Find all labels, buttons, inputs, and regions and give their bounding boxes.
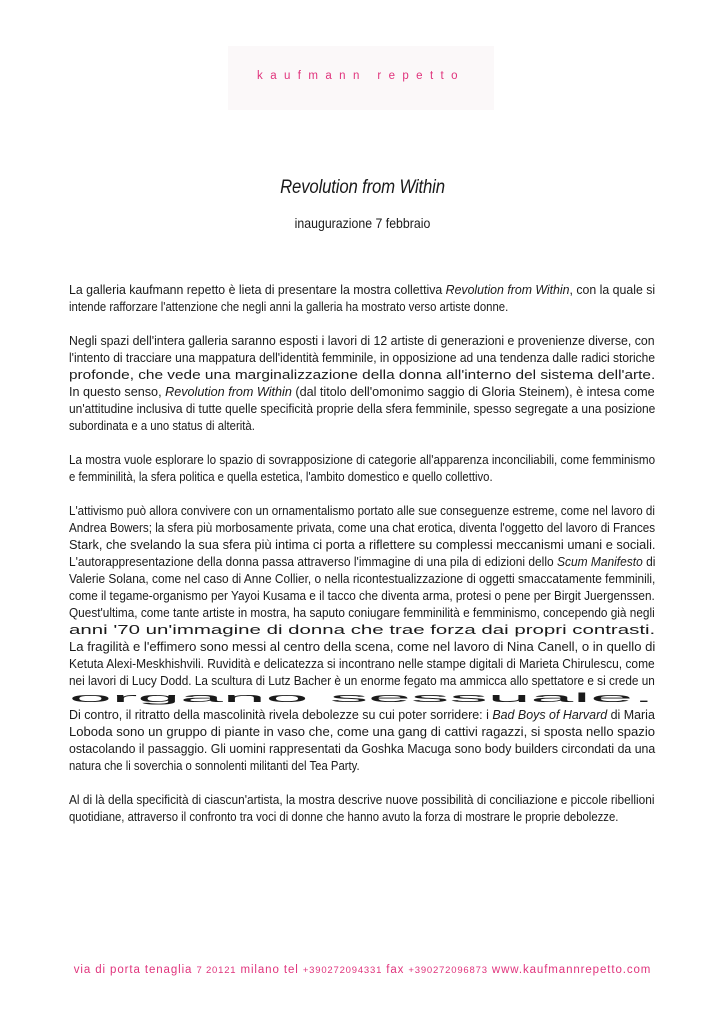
text-line: ostacolando il passaggio. Gli uomini rappresentati da Goshka Macuga sono body builders circondati da una <box>69 742 656 756</box>
italic-title: Revolution from Within <box>445 283 570 297</box>
text-line: natura che li soverchia o sonnolenti militanti del Tea Party. <box>69 759 360 773</box>
text-line: Di contro, il ritratto della mascolinità rivela debolezze su cui poter sorridere: i Bad Boys of Harvard di Maria <box>69 708 655 722</box>
footer-fax: +390272096873 <box>408 965 488 976</box>
footer-address-street: via di porta tenaglia <box>73 964 197 976</box>
footer-address-number: 7 20121 <box>196 965 237 976</box>
text-line: La fragilità e l'effimero sono messi al centro della scena, come nel lavoro di Nina Canell, o in quello di <box>69 640 656 654</box>
paragraph <box>69 503 655 775</box>
text-line: nei lavori di Lucy Dodd. La scultura di Lutz Bacher è un enorme fegato ma ammicca allo spettatore e si crede un <box>69 674 655 688</box>
text-line: un'attitudine inclusiva di tutte quelle specificità proprie della sfera femminile, spesso segregate a una posizione <box>69 402 656 416</box>
text-line: quotidiane, attraverso il confronto tra voci di donne che hanno avuto la forza di mostrare le proprie debolezze. <box>69 810 619 824</box>
text-line: Stark, che svelando la sua sfera più intima ci porta a riflettere su complessi meccanismi umani e sociali. <box>69 538 656 552</box>
paragraph <box>69 792 655 826</box>
exhibition-title: Revolution from Within <box>280 176 445 198</box>
text-line: intende rafforzare l'attenzione che negli anni la galleria ha mostrato verso artiste donne. <box>69 300 509 314</box>
text-line: La mostra vuole esplorare lo spazio di sovrapposizione di categorie all'apparenza inconciliabili, come femminismo <box>69 453 656 467</box>
text-line: Valerie Solana, come nel caso di Anne Collier, o nella ricontestualizzazione di oggetti smaccatamente femminili, <box>69 572 656 586</box>
text-line: L'autorappresentazione della donna passa attraverso l'immagine di una pila di edizioni dello Scum Manifesto di <box>69 555 656 569</box>
text-line: L'attivismo può allora convivere con un ornamentalismo portato alle sue conseguenze estreme, come nel lavoro di <box>69 504 655 518</box>
text-line: Negli spazi dell'intera galleria saranno esposti i lavori di 12 artiste di generazioni e provenienze diverse, con <box>69 334 655 348</box>
text-line: Al di là della specificità di ciascun'artista, la mostra descrive nuove possibilità di conciliazione e piccole ribellioni <box>69 793 655 807</box>
text-line: profonde, che vede una marginalizzazione della donna all'interno del sistema dell'arte. <box>69 368 656 382</box>
press-release-body <box>69 282 655 843</box>
text-line: anni '70 un'immagine di donna che trae forza dai propri contrasti. <box>69 623 656 637</box>
text-line: subordinata e a uno status di alterità. <box>69 419 255 433</box>
letterhead-footer <box>0 964 725 976</box>
text-line: e femminilità, la sfera politica e quella estetica, l'ambito domestico e quello collettivo. <box>69 470 493 484</box>
footer-phone: +390272094331 <box>302 965 383 976</box>
footer-website[interactable]: www.kaufmannrepetto.com <box>487 964 652 976</box>
gallery-logo: kaufmann repetto <box>257 70 465 82</box>
text-line: Loboda sono un gruppo di piante in vaso che, come una gang di cattivi ragazzi, si sposta nello spazio <box>69 725 655 739</box>
paragraph <box>69 282 655 316</box>
italic-title: Bad Boys of Harvard <box>492 708 608 722</box>
opening-date: inaugurazione 7 febbraio <box>294 215 431 231</box>
italic-title: Scum Manifesto <box>556 555 643 569</box>
text-line: Ketuta Alexi-Meskhishvili. Ruvidità e delicatezza si incontrano nelle stampe digitali di Marieta Chirulescu, come <box>69 657 655 671</box>
footer-address-city: milano tel <box>236 964 303 976</box>
paragraph <box>69 333 655 435</box>
footer-fax-label: fax <box>382 964 409 976</box>
text-line: In questo senso, Revolution from Within (dal titolo dell'omonimo saggio di Gloria Steinem), è intesa come <box>69 385 655 399</box>
italic-title: Revolution from Within <box>165 385 292 399</box>
text-line: l'intento di tracciare una mappatura dell'identità femminile, in opposizione ad una tendenza dalle radici storiche <box>69 351 655 365</box>
text-line: La galleria kaufmann repetto è lieta di presentare la mostra collettiva Revolution from Within, con la quale si <box>69 283 656 297</box>
text-line: organo sessuale. <box>69 691 655 705</box>
paragraph <box>69 452 655 486</box>
text-line: come il tegame-organismo per Yayoi Kusama e il tacco che diventa arma, protesi o pene per Birgit Juergenssen. <box>69 589 655 603</box>
text-line: Andrea Bowers; la sfera più morbosamente privata, come una chat erotica, diventa l'oggetto del lavoro di Frances <box>69 521 656 535</box>
text-line: Quest'ultima, come tante artiste in mostra, ha saputo coniugare femminilità e femminismo, concependo già negli <box>69 606 655 620</box>
